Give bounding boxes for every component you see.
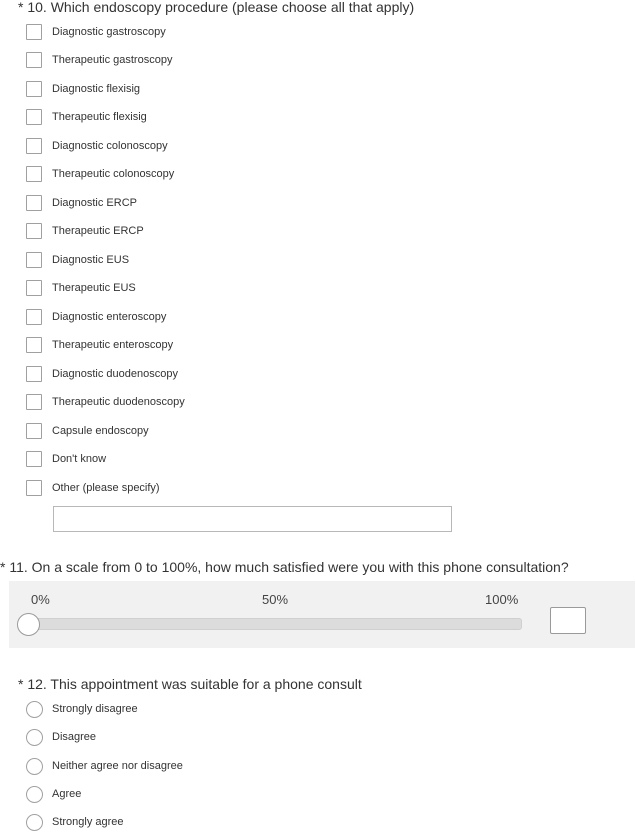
- checkbox-label: Therapeutic gastroscopy: [52, 54, 173, 66]
- checkbox-option[interactable]: [26, 193, 446, 213]
- checkbox-label: Diagnostic gastroscopy: [52, 26, 166, 38]
- checkbox-icon[interactable]: [26, 195, 42, 211]
- checkbox-icon[interactable]: [26, 109, 42, 125]
- checkbox-icon[interactable]: [26, 252, 42, 268]
- radio-option[interactable]: [26, 757, 326, 777]
- checkbox-icon[interactable]: [26, 451, 42, 467]
- radio-label: Strongly disagree: [52, 703, 138, 715]
- radio-icon[interactable]: [26, 814, 43, 831]
- slider-value-input[interactable]: [550, 607, 586, 634]
- checkbox-option[interactable]: [26, 421, 446, 441]
- checkbox-option[interactable]: [26, 335, 446, 355]
- checkbox-icon[interactable]: [26, 309, 42, 325]
- other-specify-input[interactable]: [53, 506, 452, 532]
- checkbox-label: Therapeutic enteroscopy: [52, 339, 174, 351]
- checkbox-label: Diagnostic EUS: [52, 254, 130, 266]
- radio-label: Neither agree nor disagree: [52, 760, 183, 772]
- radio-icon[interactable]: [26, 701, 43, 718]
- radio-option[interactable]: [26, 700, 326, 720]
- checkbox-option[interactable]: [26, 107, 446, 127]
- checkbox-option[interactable]: [26, 50, 446, 70]
- checkbox-icon[interactable]: [26, 280, 42, 296]
- radio-icon[interactable]: [26, 758, 43, 775]
- checkbox-label: Capsule endoscopy: [52, 425, 149, 437]
- checkbox-option[interactable]: [26, 136, 446, 156]
- checkbox-label: Diagnostic colonoscopy: [52, 140, 168, 152]
- checkbox-option[interactable]: [26, 392, 446, 412]
- checkbox-option[interactable]: [26, 250, 446, 270]
- radio-icon[interactable]: [26, 729, 43, 746]
- slider-mid-label: 50%: [262, 592, 289, 607]
- checkbox-option[interactable]: [26, 221, 446, 241]
- checkbox-icon[interactable]: [26, 337, 42, 353]
- radio-label: Strongly agree: [52, 816, 124, 828]
- checkbox-label: Therapeutic ERCP: [52, 225, 144, 237]
- checkbox-option[interactable]: [26, 22, 446, 42]
- checkbox-label: Diagnostic ERCP: [52, 197, 137, 209]
- checkbox-icon[interactable]: [26, 366, 42, 382]
- question-12-title: * 12. This appointment was suitable for a phone consult: [18, 676, 362, 692]
- checkbox-icon[interactable]: [26, 480, 42, 496]
- slider-handle[interactable]: [17, 613, 40, 636]
- checkbox-label: Diagnostic flexisig: [52, 83, 141, 95]
- checkbox-option[interactable]: [26, 278, 446, 298]
- checkbox-icon[interactable]: [26, 223, 42, 239]
- checkbox-label: Diagnostic duodenoscopy: [52, 368, 178, 380]
- checkbox-option[interactable]: [26, 364, 446, 384]
- radio-label: Agree: [52, 788, 82, 800]
- radio-label: Disagree: [52, 731, 97, 743]
- slider-max-label: 100%: [485, 592, 519, 607]
- radio-option[interactable]: [26, 813, 326, 833]
- checkbox-label: Therapeutic EUS: [52, 282, 136, 294]
- checkbox-icon[interactable]: [26, 81, 42, 97]
- checkbox-icon[interactable]: [26, 423, 42, 439]
- slider-track[interactable]: [19, 618, 522, 630]
- checkbox-icon[interactable]: [26, 138, 42, 154]
- checkbox-label: Therapeutic duodenoscopy: [52, 396, 185, 408]
- checkbox-option[interactable]: [26, 79, 446, 99]
- checkbox-option[interactable]: [26, 478, 446, 498]
- checkbox-icon[interactable]: [26, 166, 42, 182]
- radio-option[interactable]: [26, 785, 326, 805]
- checkbox-label: Other (please specify): [52, 482, 160, 494]
- checkbox-label: Don't know: [52, 453, 107, 465]
- radio-option[interactable]: [26, 728, 326, 748]
- question-10-title: * 10. Which endoscopy procedure (please choose all that apply): [18, 0, 415, 15]
- radio-icon[interactable]: [26, 786, 43, 803]
- checkbox-option[interactable]: [26, 164, 446, 184]
- checkbox-label: Diagnostic enteroscopy: [52, 311, 167, 323]
- checkbox-label: Therapeutic colonoscopy: [52, 168, 175, 180]
- checkbox-icon[interactable]: [26, 24, 42, 40]
- slider-min-label: 0%: [31, 592, 50, 607]
- checkbox-label: Therapeutic flexisig: [52, 111, 147, 123]
- checkbox-icon[interactable]: [26, 394, 42, 410]
- question-11-title: * 11. On a scale from 0 to 100%, how much satisfied were you with this phone consultation?: [0, 559, 569, 575]
- slider-panel: [9, 581, 635, 648]
- checkbox-icon[interactable]: [26, 52, 42, 68]
- checkbox-option[interactable]: [26, 449, 446, 469]
- checkbox-option[interactable]: [26, 307, 446, 327]
